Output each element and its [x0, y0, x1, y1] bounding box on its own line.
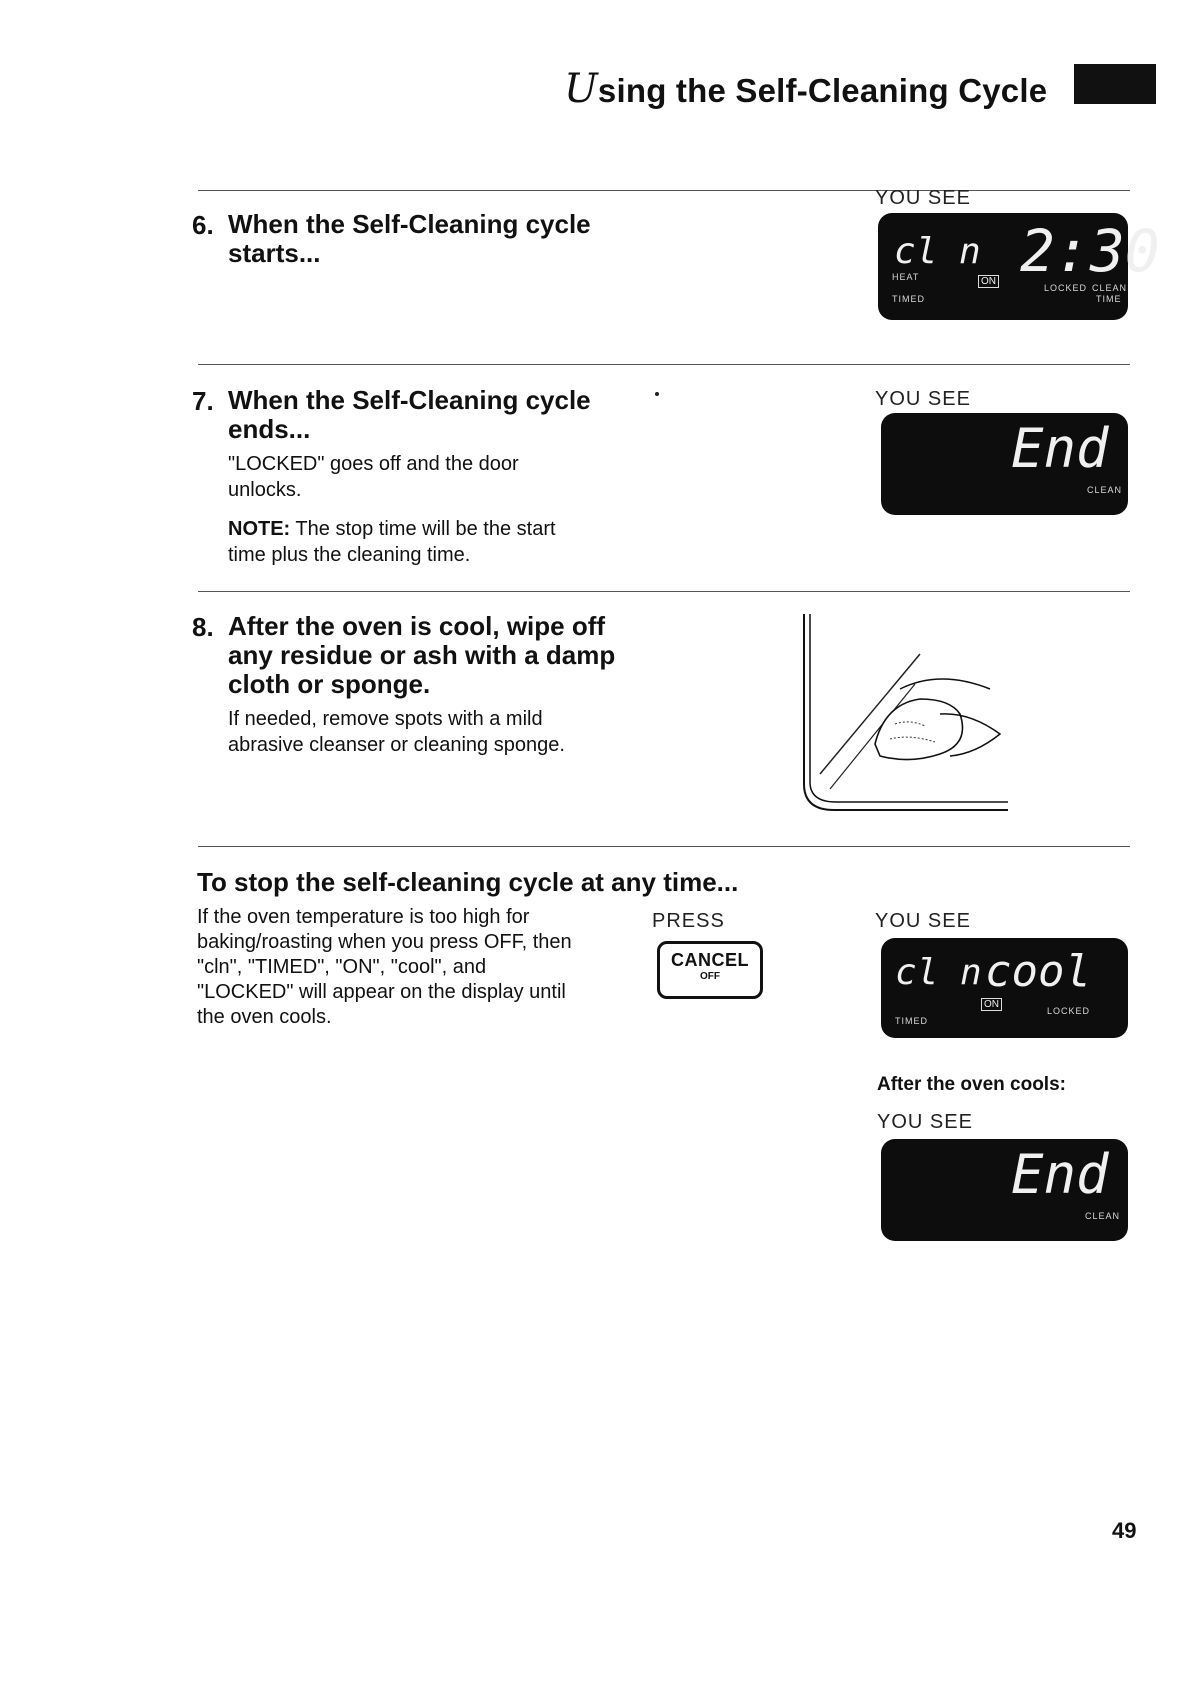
step-heading: [228, 612, 615, 699]
divider: [198, 591, 1130, 592]
body-line: If the oven temperature is too high for: [197, 906, 530, 928]
note-line: time plus the cleaning time.: [228, 544, 471, 566]
display-left-text: cl n: [895, 952, 982, 993]
display-label-heat: HEAT: [892, 272, 920, 282]
step-number: 8.: [192, 612, 214, 642]
divider: [198, 190, 1130, 191]
you-see-label: YOU SEE: [875, 910, 971, 932]
heading-line: any residue or ash with a damp: [228, 640, 616, 670]
display-label-clean: CLEAN: [1087, 485, 1123, 495]
wiping-oven-illustration: [800, 614, 1020, 814]
display-left-text: cl n: [894, 231, 981, 272]
display-label-timed: TIMED: [895, 1016, 928, 1026]
heading-line: starts...: [228, 238, 321, 268]
you-see-label: YOU SEE: [875, 388, 971, 410]
oven-display: [881, 413, 1128, 515]
display-on-indicator: ON: [981, 998, 1002, 1011]
step-body: [228, 706, 565, 758]
step-body: [228, 451, 519, 503]
title-initial: U: [564, 66, 598, 112]
heading-line: When the Self-Cleaning cycle: [228, 385, 591, 415]
step-heading: [228, 210, 591, 268]
display-right-text: cool: [985, 946, 1091, 997]
body-line: unlocks.: [228, 479, 302, 501]
display-label-timed: TIMED: [892, 294, 925, 304]
display-label-time: TIME: [1096, 294, 1122, 304]
display-right-text: End: [1011, 1143, 1109, 1206]
body-line: "LOCKED" will appear on the display until: [197, 981, 566, 1003]
stop-heading: To stop the self-cleaning cycle at any time...: [197, 867, 739, 897]
display-label-locked: LOCKED: [1044, 283, 1088, 293]
page-number: 49: [1112, 1518, 1137, 1543]
display-right-text: End: [1011, 417, 1109, 480]
display-label-clean: CLEAN: [1085, 1211, 1121, 1221]
oven-display: [881, 938, 1128, 1038]
title-rest: sing the Self-Cleaning Cycle: [597, 72, 1048, 109]
body-line: baking/roasting when you press OFF, then: [197, 931, 572, 953]
step-number: 7.: [192, 386, 214, 416]
after-cools-label: After the oven cools:: [877, 1074, 1066, 1095]
heading-line: When the Self-Cleaning cycle: [228, 209, 591, 239]
heading-line: After the oven is cool, wipe off: [228, 611, 606, 641]
page-title: [564, 66, 1047, 112]
bullet-dot: [655, 392, 659, 396]
cancel-button-label: CANCEL: [671, 950, 749, 970]
you-see-label: YOU SEE: [875, 187, 971, 209]
body-line: "cln", "TIMED", "ON", "cool", and: [197, 956, 487, 978]
step-heading: [228, 386, 591, 444]
body-line: "LOCKED" goes off and the door: [228, 453, 519, 475]
body-line: the oven cools.: [197, 1006, 332, 1028]
oven-display: [878, 213, 1160, 320]
display-on-indicator: ON: [978, 275, 999, 288]
display-right-text: 2:30: [1020, 217, 1160, 285]
press-label: PRESS: [652, 910, 725, 932]
cancel-off-button[interactable]: [657, 941, 763, 999]
step-note: [228, 516, 556, 568]
note-label: NOTE:: [228, 518, 291, 540]
body-line: If needed, remove spots with a mild: [228, 708, 543, 730]
stop-body: [197, 905, 572, 1030]
step-number: 6.: [192, 210, 214, 240]
body-line: abrasive cleanser or cleaning sponge.: [228, 734, 565, 756]
heading-line: cloth or sponge.: [228, 669, 431, 699]
display-label-clean: CLEAN: [1092, 283, 1128, 293]
note-line: The stop time will be the start: [295, 518, 556, 540]
heading-line: ends...: [228, 414, 311, 444]
divider: [198, 846, 1130, 847]
you-see-label: YOU SEE: [877, 1111, 973, 1133]
section-badge-icon: [1074, 64, 1156, 104]
off-button-label: OFF: [700, 971, 720, 982]
divider: [198, 364, 1130, 365]
display-label-locked: LOCKED: [1047, 1006, 1091, 1016]
oven-display: [881, 1139, 1128, 1241]
